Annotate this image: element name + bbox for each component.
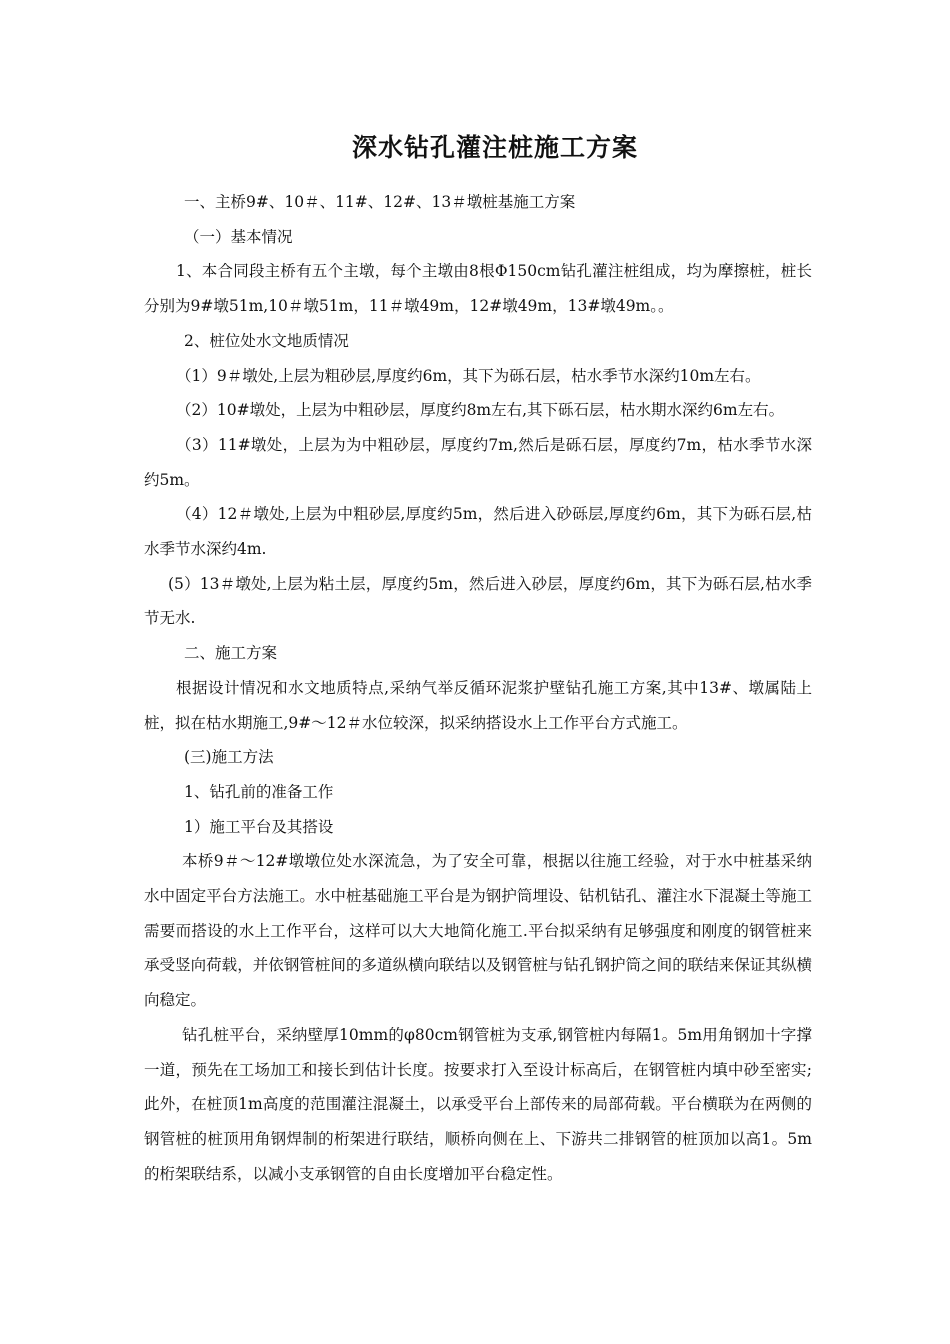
subsection-heading-basic-info: （一）基本情况 <box>184 227 293 246</box>
paragraph-pier-11: （3）11#墩处，上层为为中粗砂层，厚度约7m,然后是砾石层，厚度约7m，枯水季节水深约5m。 <box>144 435 812 489</box>
paragraph-pier-9: （1）9＃墩处,上层为粗砂层,厚度约6m，其下为砾石层，枯水季节水深约10m左右。 <box>176 366 761 385</box>
document-body <box>144 185 812 1191</box>
paragraph-pier-10: （2）10#墩处，上层为中粗砂层，厚度约8m左右,其下砾石层，枯水期水深约6m左右。 <box>176 401 785 420</box>
paragraph-pier-12: （4）12＃墩处,上层为中粗砂层,厚度约5m，然后进入砂砾层,厚度约6m，其下为砾石层,枯水季节水深约4m. <box>144 505 812 559</box>
paragraph-platform-piles: 钻孔桩平台，采纳壁厚10mm的φ80cm钢管桩为支承,钢管桩内每隔1。5m用角钢加十字撑一道，预先在工场加工和接长到估计长度。按要求打入至设计标高后，在钢管桩内填中砂至密实;此外，在桩顶1m高度的范围灌注混凝土，以承受平台上部传来的局部荷载。平台横联为在两侧的钢管桩的桩顶用角钢焊制的桁架进行联结，顺桥向侧在上、下游共二排钢管的桩顶加以高1。5m的桁架联结系，以减小支承钢管的自由长度增加平台稳定性。 <box>144 1025 812 1183</box>
document-title: 深水钻孔灌注桩施工方案 <box>351 133 638 162</box>
subsection-heading-methods: (三)施工方法 <box>184 748 274 767</box>
section-heading-2: 二、施工方案 <box>184 644 278 663</box>
section-heading-1: 一、主桥9#、10＃、11#、12#、13＃墩桩基施工方案 <box>184 193 576 211</box>
subsection-heading-platform: 1）施工平台及其搭设 <box>184 817 334 836</box>
paragraph-platform-description: 本桥9＃～12#墩墩位处水深流急，为了安全可靠，根据以往施工经验，对于水中桩基采纳水中固定平台方法施工。水中桩基础施工平台是为钢护筒埋设、钻机钻孔、灌注水下混凝土等施工需要而搭设的水上工作平台，这样可以大大地简化施工.平台拟采纳有足够强度和刚度的钢管桩来承受竖向荷载，并依钢管桩间的多道纵横向联结以及钢管桩与钻孔钢护筒之间的联结来保证其纵横向稳定。 <box>144 852 812 1010</box>
subsection-heading-preparation: 1、钻孔前的准备工作 <box>184 782 334 801</box>
paragraph-construction-plan: 根据设计情况和水文地质特点,采纳气举反循环泥浆护壁钻孔施工方案,其中13#、墩属陆上桩，拟在枯水期施工,9#～12＃水位较深，拟采纳搭设水上工作平台方式施工。 <box>144 678 812 732</box>
subsection-heading-hydrogeology: 2、桩位处水文地质情况 <box>184 331 349 350</box>
paragraph-pier-13: (5）13＃墩处,上层为粘土层，厚度约5m，然后进入砂层，厚度约6m，其下为砾石层,枯水季节无水. <box>144 574 812 628</box>
paragraph-pier-overview: 1、本合同段主桥有五个主墩，每个主墩由8根Φ150cm钻孔灌注桩组成，均为摩擦桩，桩长分别为9#墩51m,10＃墩51m，11＃墩49m，12#墩49m，13#墩49m。。 <box>144 262 812 316</box>
